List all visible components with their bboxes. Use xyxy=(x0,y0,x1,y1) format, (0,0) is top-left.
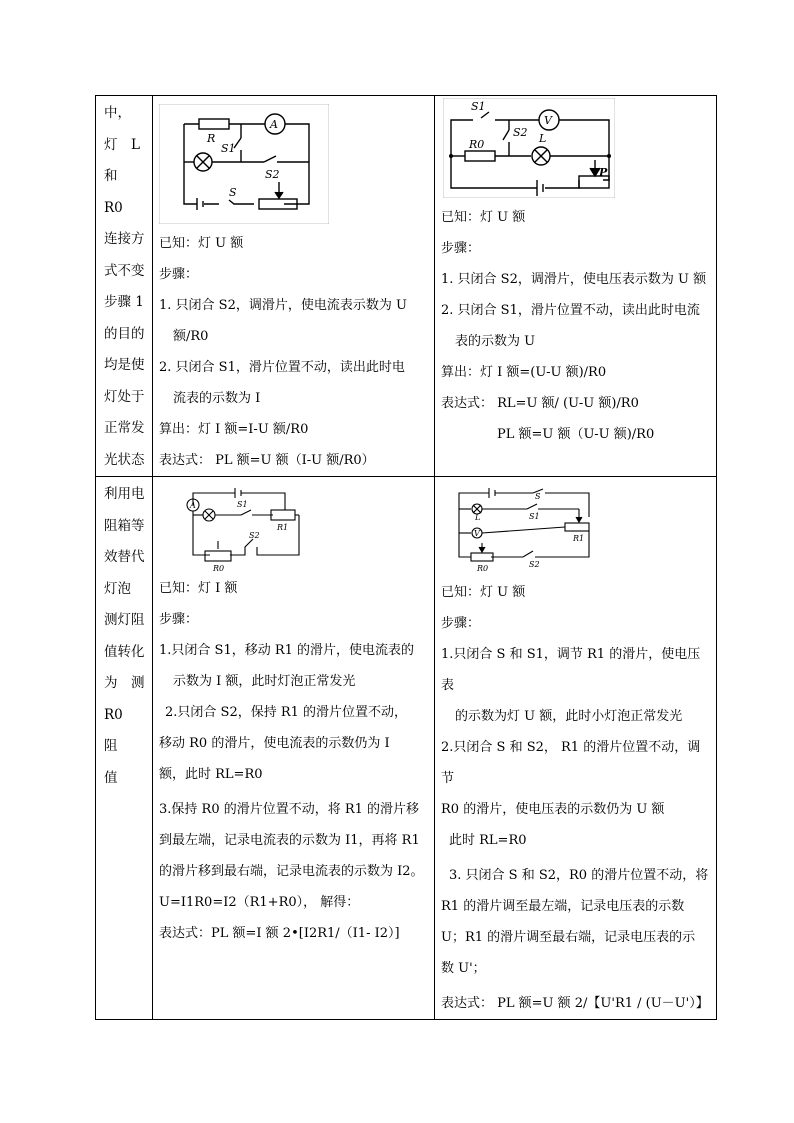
expression-line: 表达式： PL 额=U 额（I-U 额/R0） xyxy=(159,453,375,468)
expression-line: 表达式：PL 额=I 额 2•[I2R1/（I1- I2）] xyxy=(159,926,400,941)
step-1: 1.只闭合 S1，移动 R1 的滑片，使电流表的 xyxy=(159,643,415,658)
expression-line: 表达式： RL=U 额/ (U-U 额)/R0 xyxy=(441,396,639,411)
side-label-cell xyxy=(96,96,153,477)
step-3-cont: R1 的滑片调至最左端，记录电压表的示数 xyxy=(441,899,685,914)
steps-heading: 步骤： xyxy=(441,616,481,631)
side-line: 利用电 xyxy=(104,486,145,502)
label-S: S xyxy=(229,186,237,199)
known-line: 已知：灯 U 额 xyxy=(441,210,526,225)
label-S2: S2 xyxy=(513,126,528,139)
step-1: 1.只闭合 S 和 S1，调节 R1 的滑片，使电压表 xyxy=(441,647,701,693)
method-cell-2 xyxy=(435,96,717,477)
step-2: 2. 只闭合 S1，滑片位置不动，读出此时电流 xyxy=(441,303,700,318)
side-line: 为 测 xyxy=(104,675,145,691)
method-cell-4 xyxy=(435,477,717,1020)
side-line: R0 阻 xyxy=(104,706,137,754)
label-S1: S1 xyxy=(221,142,236,155)
step-3-cont-3: 数 U'； xyxy=(441,961,486,976)
label-L: L xyxy=(475,513,481,522)
known-line: 已知：灯 I 额 xyxy=(159,581,238,596)
label-R: R xyxy=(207,132,216,145)
side-line: 效替代 xyxy=(104,549,145,565)
side-line: 均是使 xyxy=(104,357,145,373)
step-2: 2. 只闭合 S1，滑片位置不动，读出此时电 xyxy=(159,360,405,375)
voltmeter-label: V xyxy=(474,529,480,538)
step-2: 2.只闭合 S 和 S2， R1 的滑片位置不动，调节 xyxy=(441,740,701,786)
side-line: 正常发 xyxy=(104,420,145,436)
step-2-cont: 移动 R0 的滑片，使电流表的示数仍为 I xyxy=(159,736,390,751)
known-line: 已知：灯 U 额 xyxy=(441,585,526,600)
step-3-equation: U=I1R0=I2（R1+R0）， 解得： xyxy=(159,895,360,910)
side-line: 值转化 xyxy=(104,643,145,660)
side-line: 灯泡 xyxy=(104,580,131,597)
side-line: 步骤 1 xyxy=(104,294,144,310)
circuit-diagram-3 xyxy=(185,483,305,573)
side-label-cell xyxy=(96,477,153,1020)
experiment-table xyxy=(95,95,717,1020)
step-2-cont: R0 的滑片，使电压表的示数仍为 U 额 xyxy=(441,802,665,817)
label-S: S xyxy=(535,492,541,501)
method-cell-3 xyxy=(153,477,435,1020)
steps-heading: 步骤： xyxy=(441,241,481,256)
side-line: 和 R0 xyxy=(104,168,131,216)
label-S1: S1 xyxy=(471,100,486,113)
side-line: 值 xyxy=(104,769,118,786)
ammeter-label: A xyxy=(190,501,196,510)
step-3-cont-2: U；R1 的滑片调至最右端，记录电压表的示 xyxy=(441,930,696,945)
label-R0: R0 xyxy=(213,564,225,573)
side-label-text xyxy=(96,96,152,476)
label-L: L xyxy=(539,132,547,145)
step-1-cont: 的示数为灯 U 额，此时小灯泡正常发光 xyxy=(455,709,683,724)
table-row xyxy=(96,477,717,1020)
label-R0: R0 xyxy=(469,138,485,151)
step-2-end: 此时 RL=R0 xyxy=(449,833,527,848)
steps-heading: 步骤： xyxy=(159,267,199,282)
step-3-cont: 到最左端，记录电流表的示数为 I1，再将 R1 xyxy=(159,833,420,848)
table-row xyxy=(96,96,717,477)
circuit-diagram-1 xyxy=(159,104,329,224)
side-label-text xyxy=(96,477,152,794)
side-line: 中， xyxy=(104,105,131,121)
label-R1: R1 xyxy=(277,523,289,532)
expression-line-2: PL 额=U 额（U-U 额)/R0 xyxy=(497,427,655,442)
side-line: 光状态 xyxy=(104,451,145,468)
label-S2: S2 xyxy=(529,560,540,569)
label-R1: R1 xyxy=(573,534,585,543)
calc-line: 算出：灯 I 额=I-U 额/R0 xyxy=(159,422,309,437)
side-line: 灯 L xyxy=(104,136,140,153)
voltmeter-label: V xyxy=(544,114,552,127)
label-R0: R0 xyxy=(477,564,489,573)
step-1-cont: 示数为 I 额，此时灯泡正常发光 xyxy=(173,674,356,689)
steps-heading: 步骤： xyxy=(159,612,199,627)
step-1-cont: 额/R0 xyxy=(173,329,209,344)
label-S1: S1 xyxy=(529,512,540,521)
method-cell-1 xyxy=(153,96,435,477)
step-3-cont-2: 的滑片移到最右端，记录电流表的示数为 I2。 xyxy=(159,864,424,879)
expression-line: 表达式： PL 额=U 额 2/【U'R1 / (U－U'）】 xyxy=(441,996,709,1011)
label-P: P xyxy=(599,166,608,179)
side-line: 连接方 xyxy=(104,231,145,247)
label-S1: S1 xyxy=(237,500,248,509)
side-line: 灯处于 xyxy=(104,388,145,405)
step-2-cont: 流表的示数为 I xyxy=(173,391,261,406)
step-2: 2.只闭合 S2，保持 R1 的滑片位置不动， xyxy=(165,705,408,720)
circuit-diagram-2 xyxy=(443,98,615,198)
step-1: 1. 只闭合 S2，调滑片，使电流表示数为 U xyxy=(159,298,407,313)
label-S2: S2 xyxy=(249,531,260,540)
calc-line: 算出：灯 I 额=(U-U 额)/R0 xyxy=(441,365,607,380)
side-line: 的目的 xyxy=(104,325,145,342)
step-1: 1. 只闭合 S2，调滑片，使电压表示数为 U 额 xyxy=(441,272,707,287)
step-3: 3.保持 R0 的滑片位置不动，将 R1 的滑片移 xyxy=(159,802,420,817)
step-3: 3. 只闭合 S 和 S2，R0 的滑片位置不动，将 xyxy=(449,868,709,883)
side-line: 式不变 xyxy=(104,262,145,279)
side-line: 测灯阻 xyxy=(104,612,145,628)
ammeter-label: A xyxy=(270,118,278,131)
side-line: 阻箱等 xyxy=(104,517,145,534)
step-2-end: 额，此时 RL=R0 xyxy=(159,767,263,782)
label-S2: S2 xyxy=(265,168,280,181)
step-2-cont: 表的示数为 U xyxy=(455,334,536,349)
circuit-diagram-4 xyxy=(449,487,599,577)
known-line: 已知：灯 U 额 xyxy=(159,236,244,251)
